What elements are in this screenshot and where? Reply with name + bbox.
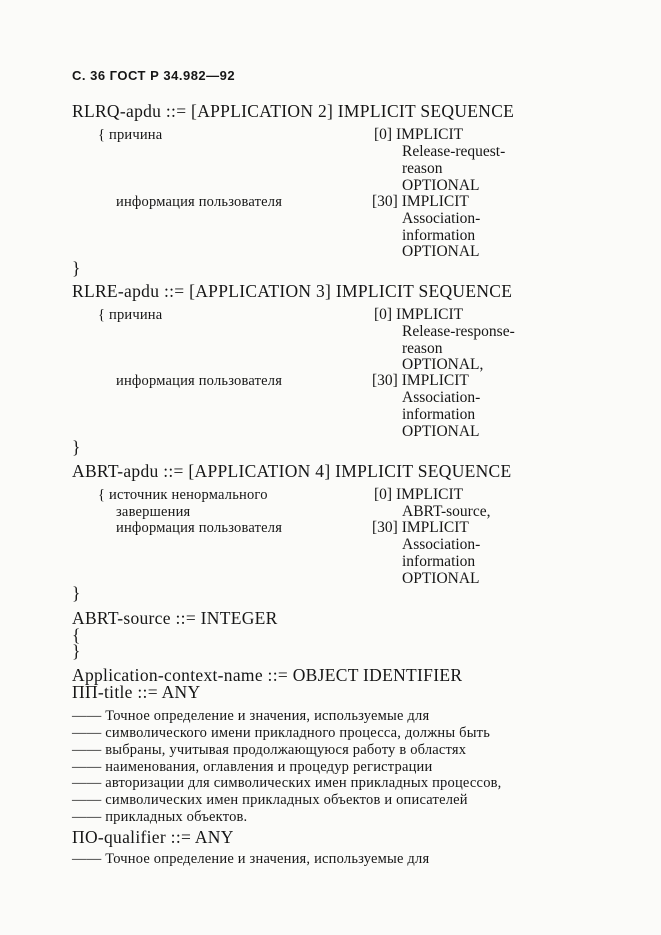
rlre-field2-type1: Association- [402,389,481,406]
abrt-source-open-brace: { [72,625,81,645]
pp-title-definition: ПП-title ::= ANY [72,682,201,702]
rlre-field1-name: { причина [98,307,163,323]
rlrq-field1-name: { причина [98,127,163,143]
rlre-field2-tag: [30] IMPLICIT [372,372,469,389]
rlrq-field1-tag: [0] IMPLICIT [374,126,464,143]
abrt-field2-tag: [30] IMPLICIT [372,519,469,536]
comment-line: —— Точное определение и значения, используемые для [72,708,430,724]
rlre-field1-type1: Release-response- [402,323,515,340]
comment-line: —— прикладных объектов. [72,809,248,825]
abrt-field1-tag: [0] IMPLICIT [374,486,464,503]
rlrq-field1-type1: Release-request- [402,143,506,160]
rlre-field2-name: информация пользователя [116,373,283,389]
abrt-close-brace: } [72,583,81,603]
comment-line: —— наименования, оглавления и процедур регистрации [72,759,433,775]
rlre-definition: RLRE-apdu ::= [APPLICATION 3] IMPLICIT SEQUENCE [72,281,513,301]
abrt-field2-type2: information [402,553,476,570]
page-header: С. 36 ГОСТ Р 34.982—92 [72,68,236,83]
comment-line: —— авторизации для символических имен прикладных процессов, [72,775,502,791]
rlrq-definition: RLRQ-apdu ::= [APPLICATION 2] IMPLICIT SEQUENCE [72,101,515,121]
abrt-source-close-brace: } [72,641,81,661]
po-qualifier-definition: ПО-qualifier ::= ANY [72,827,234,847]
abrt-source-definition: ABRT-source ::= INTEGER [72,608,278,628]
abrt-field1-name-cont: завершения [116,504,191,520]
rlrq-close-brace: } [72,258,81,278]
comment-line: —— символического имени прикладного процесса, должны быть [72,725,491,741]
rlre-close-brace: } [72,437,81,457]
rlrq-field2-optional: OPTIONAL [402,243,480,260]
abrt-field2-optional: OPTIONAL [402,570,480,587]
rlre-field1-optional: OPTIONAL, [402,356,484,373]
abrt-field1-type: ABRT-source, [402,503,491,520]
rlrq-field2-type2: information [402,227,476,244]
rlrq-field2-type1: Association- [402,210,481,227]
comment-line: —— выбраны, учитывая продолжающуюся работу в областях [72,742,467,758]
abrt-field2-name: информация пользователя [116,520,283,536]
rlre-field1-type2: reason [402,340,443,357]
application-context-name-definition: Application-context-name ::= OBJECT IDENTIFIER [72,665,463,685]
abrt-field2-type1: Association- [402,536,481,553]
abrt-definition: ABRT-apdu ::= [APPLICATION 4] IMPLICIT SEQUENCE [72,461,512,481]
abrt-field1-name: { источник ненормального [98,487,268,503]
rlrq-field1-optional: OPTIONAL [402,177,480,194]
comment-line-last: —— Точное определение и значения, используемые для [72,851,430,867]
rlre-field2-type2: information [402,406,476,423]
rlrq-field1-type2: reason [402,160,443,177]
rlrq-field2-name: информация пользователя [116,194,283,210]
comment-line: —— символических имен прикладных объектов и описателей [72,792,468,808]
rlre-field2-optional: OPTIONAL [402,423,480,440]
rlrq-field2-tag: [30] IMPLICIT [372,193,469,210]
rlre-field1-tag: [0] IMPLICIT [374,306,464,323]
